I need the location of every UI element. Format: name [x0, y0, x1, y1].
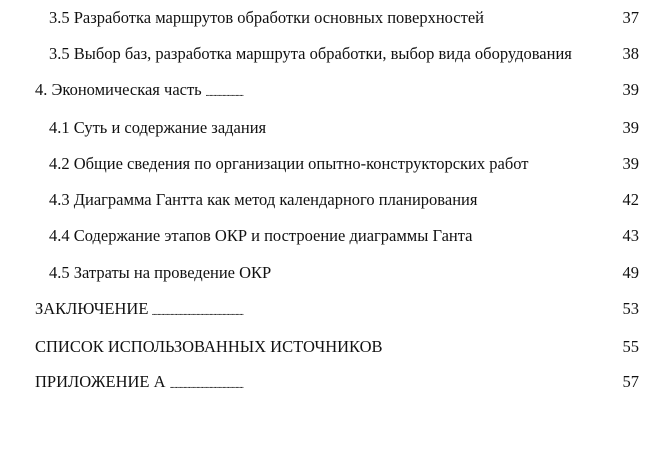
toc-entry-4-3[interactable] [0, 188, 651, 212]
toc-entry-label: 4.3 Диаграмма Гантта как метод календарного планирования [49, 188, 481, 212]
toc-entry-appendix-a[interactable] [0, 370, 651, 394]
toc-entry-4-2[interactable] [0, 152, 651, 176]
toc-entry-page: 42 [620, 188, 640, 212]
toc-entry-page: 39 [620, 78, 640, 102]
toc-entry-3-5-bases[interactable] [0, 42, 651, 66]
toc-entry-label: 4.4 Содержание этапов ОКР и построение диаграммы Ганта [49, 224, 476, 248]
toc-entry-page: 37 [620, 6, 640, 30]
toc-entry-page: 38 [620, 42, 640, 66]
toc-entry-page: 49 [620, 261, 640, 285]
toc-entry-label: 4. Экономическая часть [35, 78, 206, 102]
toc-entry-4-1[interactable] [0, 116, 651, 140]
toc-entry-4-4[interactable] [0, 224, 651, 248]
toc-entry-references[interactable] [0, 335, 651, 359]
toc-entry-page: 39 [620, 116, 640, 140]
toc-entry-4-5[interactable] [0, 261, 651, 285]
toc-entry-label: ПРИЛОЖЕНИЕ А [35, 370, 170, 394]
toc-entry-page: 57 [620, 370, 640, 394]
toc-entry-label: ЗАКЛЮЧЕНИЕ [35, 297, 152, 321]
toc-entry-label: 3.5 Выбор баз, разработка маршрута обработки, выбор вида оборудования [49, 42, 576, 66]
toc-entry-label: СПИСОК ИСПОЛЬЗОВАННЫХ ИСТОЧНИКОВ [35, 335, 387, 359]
toc-entry-page: 39 [620, 152, 640, 176]
toc-entry-label: 4.2 Общие сведения по организации опытно-конструкторских работ [49, 152, 532, 176]
toc-entry-3-5-routes[interactable] [0, 6, 651, 30]
toc-entry-label: 4.5 Затраты на проведение ОКР [49, 261, 275, 285]
toc-entry-page: 55 [620, 335, 640, 359]
toc-entry-page: 43 [620, 224, 640, 248]
toc-entry-4-economic[interactable] [0, 78, 651, 102]
toc-entry-label: 4.1 Суть и содержание задания [49, 116, 270, 140]
toc-entry-label: 3.5 Разработка маршрутов обработки основных поверхностей [49, 6, 488, 30]
toc-entry-page: 53 [620, 297, 640, 321]
toc-entry-conclusion[interactable] [0, 297, 651, 321]
